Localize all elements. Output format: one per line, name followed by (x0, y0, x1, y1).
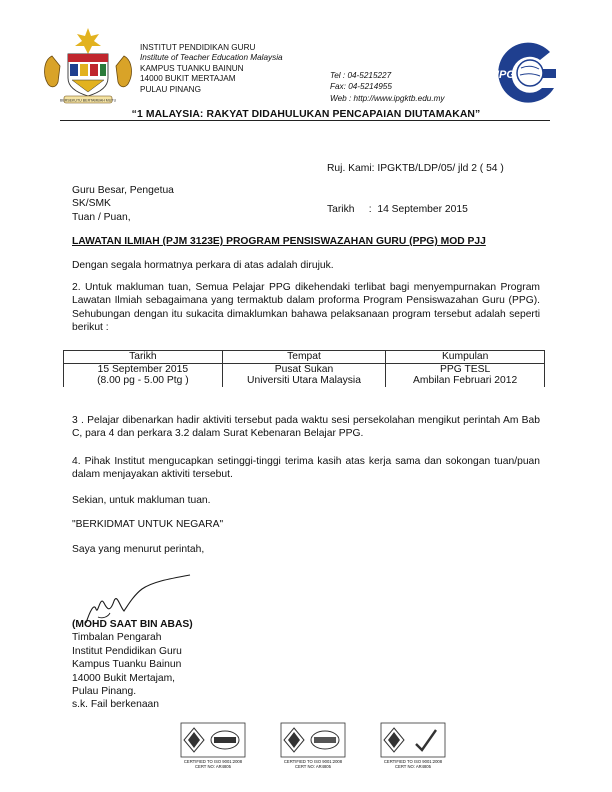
signatory-line: Institut Pendidikan Guru (72, 645, 182, 657)
cert-caption (378, 759, 448, 769)
slogan: “1 MALAYSIA: RAKYAT DIDAHULUKAN PENCAPAIAN DIUTAMAKAN” (131, 109, 481, 120)
paragraph-4: 4. Pihak Institut mengucapkan setinggi-tinggi terima kasih atas kerja sama dan sokongan tuan/puan dalam menjayakan aktiviti tersebut. (72, 456, 540, 481)
contact-block (330, 70, 445, 104)
column-header: Tarikh (64, 351, 223, 364)
institution-address (140, 43, 283, 95)
address-line: KAMPUS TUANKU BAINUN (140, 63, 244, 73)
cert-number: CERT NO: AR4805 (295, 764, 331, 769)
cell-line: Ambilan Februari 2012 (413, 375, 518, 387)
signatory-block (72, 618, 193, 712)
fax: Fax: 04-5214955 (330, 82, 392, 92)
website: Web : http://www.ipgktb.edu.my (330, 93, 445, 103)
greeting: Dengan segala hormatnya perkara di atas adalah dirujuk. (72, 260, 334, 271)
crest-motto: BERSEKUTU BERTAMBAH MUTU (59, 98, 117, 103)
address-line: 14000 BUKIT MERTAJAM (140, 74, 236, 84)
cell-line: Universiti Utara Malaysia (247, 375, 361, 387)
sign-off: Saya yang menurut perintah, (72, 544, 205, 555)
table-cell (64, 363, 223, 387)
cert-standard: CERTIFIED TO ISO 9001:2008 (283, 759, 343, 764)
recipient-line: Guru Besar, Pengetua (72, 185, 174, 196)
letter-date: Tarikh : 14 September 2015 (327, 203, 468, 215)
header-divider (60, 120, 550, 121)
cert-standard: CERTIFIED TO ISO 9001:2008 (183, 759, 243, 764)
cell-line: Pusat Sukan (274, 363, 334, 375)
address-line: PULAU PINANG (140, 84, 201, 94)
recipient-block (72, 184, 174, 224)
cell-line: (8.00 pg - 5.00 Ptg ) (97, 375, 189, 387)
telephone: Tel : 04-5215227 (330, 71, 392, 80)
cert-number: CERT NO: AR4805 (395, 764, 431, 769)
paragraph-2: 2. Untuk makluman tuan, Semua Pelajar PPG dikehendaki terlibat bagi menyempurnakan Program Lawatan Ilmiah sebagaimana yang termaktub dalam proforma Program Pensiswazahan Guru (PPG). Sehubungan dengan itu sukacita dimaklumkan bahawa pelaksanaan program tersebut adalah seperti berikut : (72, 282, 540, 334)
letter-subject: LAWATAN ILMIAH (PJM 3123E) PROGRAM PENSISWAZAHAN GURU (PPG) MOD PJJ (72, 236, 486, 247)
carbon-copy: s.k. Fail berkenaan (72, 699, 159, 711)
table-cell (222, 363, 386, 387)
program-table (63, 350, 545, 387)
closing-line: Sekian, untuk makluman tuan. (72, 495, 211, 506)
paragraph-3: 3 . Pelajar dibenarkan hadir aktiviti tersebut pada waktu sesi persekolahan mengikut perintah Am Bab C, para 4 dan perkara 3.2 dalam Surat Kebenaran Belajar PPG. (72, 415, 540, 440)
reference-block (327, 135, 504, 230)
signatory-name: (MOHD SAAT BIN ABAS) (72, 619, 193, 630)
ipg-logo-icon (490, 38, 565, 108)
reference-number: Ruj. Kami: IPGKTB/LDP/05/ jld 2 ( 54 ) (327, 163, 504, 174)
logo-text: IPG (496, 69, 515, 81)
column-header: Tempat (222, 351, 386, 364)
signatory-line: Pulau Pinang. (72, 686, 137, 698)
cert-caption (278, 759, 348, 769)
signatory-line: Timbalan Pengarah (72, 632, 162, 644)
cert-caption (178, 759, 248, 769)
cell-line: 15 September 2015 (97, 363, 189, 375)
signatory-line: Kampus Tuanku Bainun (72, 659, 182, 671)
signatory-line: 14000 Bukit Mertajam, (72, 672, 176, 684)
recipient-line: Tuan / Puan, (72, 211, 131, 223)
recipient-line: SK/SMK (72, 198, 111, 210)
address-line: INSTITUT PENDIDIKAN GURU (140, 43, 256, 52)
motto-line: "BERKIDMAT UNTUK NEGARA" (72, 519, 224, 530)
table-row (64, 363, 545, 387)
cert-number: CERT NO: AR4805 (195, 764, 231, 769)
column-header: Kumpulan (386, 351, 545, 364)
cell-line: PPG TESL (440, 363, 491, 375)
table-header-row (64, 351, 545, 364)
cert-standard: CERTIFIED TO ISO 9001:2008 (383, 759, 443, 764)
coat-of-arms-icon (38, 26, 138, 106)
address-line: Institute of Teacher Education Malaysia (140, 53, 283, 63)
table-cell (386, 363, 545, 387)
